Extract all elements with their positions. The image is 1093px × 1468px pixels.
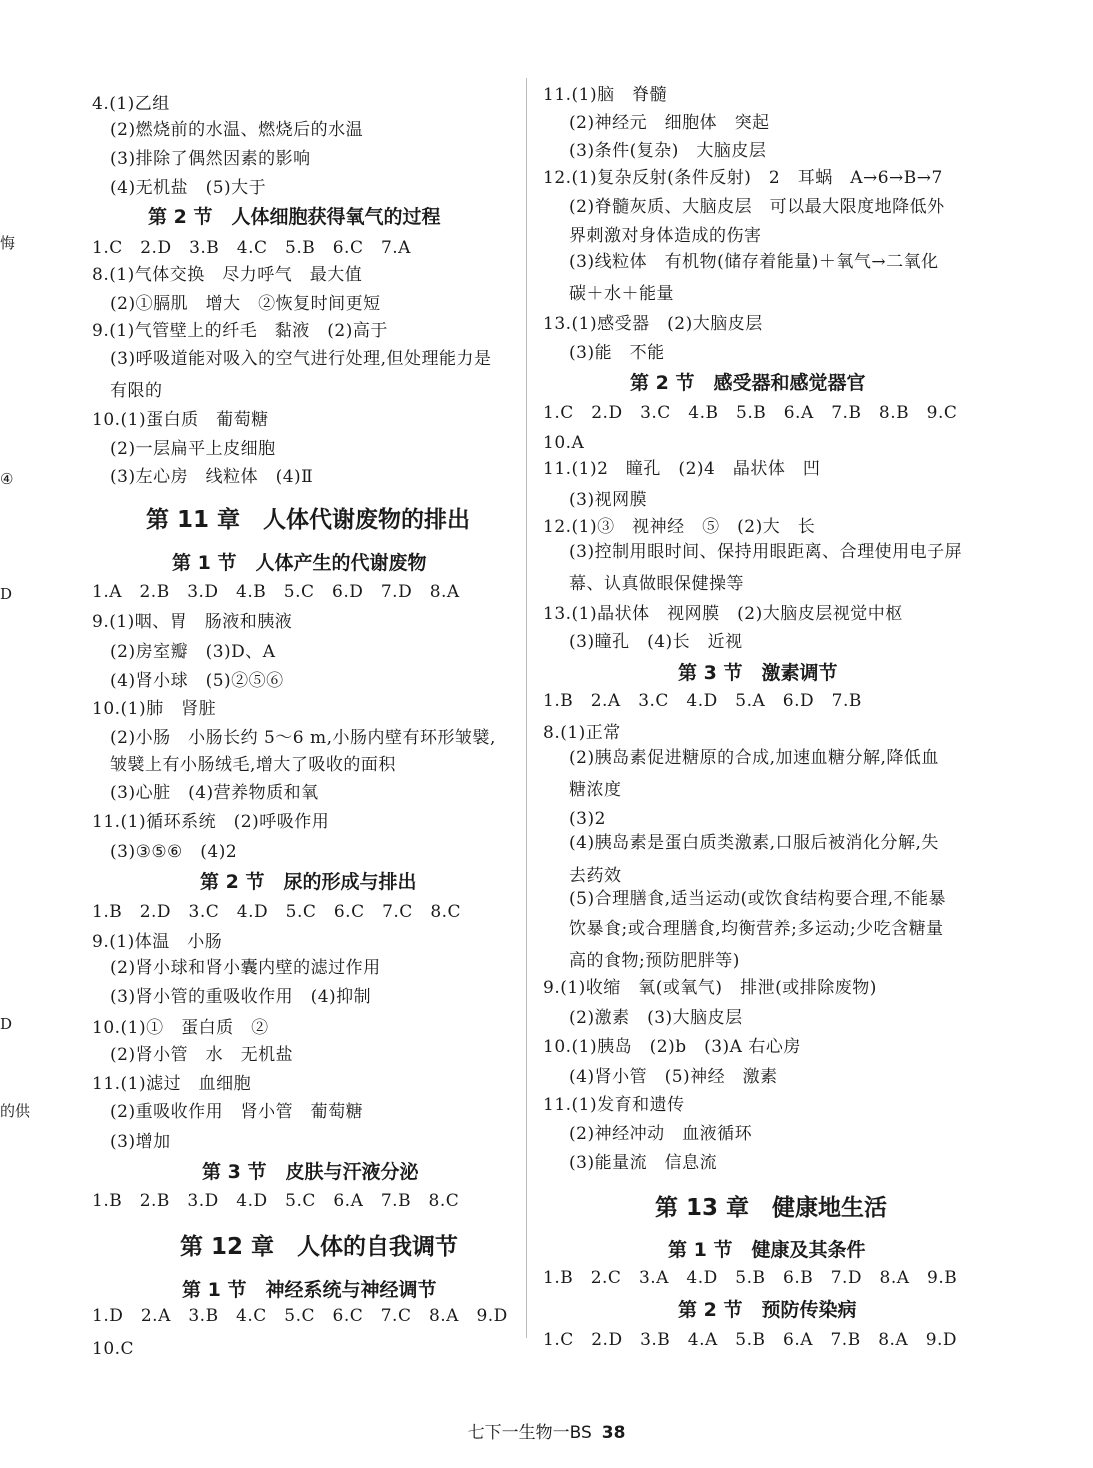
answer-subline: 幕、认真做眼保健操等 (569, 574, 744, 594)
answer-subline: (2)激素 (3)大脑皮层 (569, 1008, 743, 1028)
cropped-text-fragment: 的供 (0, 1102, 31, 1120)
answer-line: 10.C (92, 1339, 135, 1359)
answer-subline: (4)胰岛素是蛋白质类激素,口服后被消化分解,失 (569, 833, 939, 853)
answer-line: 9.(1)气管壁上的纤毛 黏液 (2)高于 (92, 321, 388, 341)
answer-subline: (3)排除了偶然因素的影响 (110, 149, 311, 169)
answer-subline: 碳＋水＋能量 (569, 284, 674, 304)
answer-subline: (3)③⑤⑥ (4)2 (110, 842, 238, 862)
cropped-text-fragment: 悔 (0, 234, 16, 252)
answer-line: 1.C 2.D 3.B 4.C 5.B 6.C 7.A (92, 238, 411, 258)
chapter-heading: 第 12 章 人体的自我调节 (180, 1234, 459, 1260)
answer-subline: (2)神经冲动 血液循环 (569, 1124, 753, 1144)
answer-line: 11.(1)脑 脊髓 (543, 85, 668, 105)
answer-line: 11.(1)循环系统 (2)呼吸作用 (92, 812, 330, 832)
answer-line: 1.B 2.D 3.C 4.D 5.C 6.C 7.C 8.C (92, 902, 462, 922)
answer-subline: 界刺激对身体造成的伤害 (569, 226, 762, 246)
answer-subline: (2)神经元 细胞体 突起 (569, 113, 770, 133)
chapter-heading: 第 13 章 健康地生活 (655, 1195, 888, 1221)
answer-subline: (3)能量流 信息流 (569, 1153, 718, 1173)
answer-subline: (5)合理膳食,适当运动(或饮食结构要合理,不能暴 (569, 889, 947, 909)
section-heading: 第 2 节 尿的形成与排出 (200, 871, 417, 893)
answer-subline: (3)左心房 线粒体 (4)Ⅱ (110, 467, 314, 487)
answer-subline: 去药效 (569, 866, 622, 886)
answer-line: 10.(1)肺 肾脏 (92, 699, 217, 719)
section-heading: 第 2 节 感受器和感觉器官 (630, 372, 866, 394)
cropped-text-fragment: ④ (0, 470, 14, 488)
answer-line: 1.C 2.D 3.C 4.B 5.B 6.A 7.B 8.B 9.C (543, 403, 958, 423)
answer-line: 1.B 2.A 3.C 4.D 5.A 6.D 7.B (543, 691, 862, 711)
answer-subline: (3)心脏 (4)营养物质和氧 (110, 783, 319, 803)
answer-subline: (2)重吸收作用 肾小管 葡萄糖 (110, 1102, 364, 1122)
answer-line: 1.B 2.C 3.A 4.D 5.B 6.B 7.D 8.A 9.B (543, 1268, 958, 1288)
answer-subline: 皱襞上有小肠绒毛,增大了吸收的面积 (110, 755, 396, 775)
answer-subline: (2)①膈肌 增大 ②恢复时间更短 (110, 294, 381, 314)
section-heading: 第 3 节 皮肤与汗液分泌 (202, 1161, 419, 1183)
answer-line: 1.C 2.D 3.B 4.A 5.B 6.A 7.B 8.A 9.D (543, 1330, 958, 1350)
section-heading: 第 2 节 预防传染病 (678, 1299, 857, 1321)
chapter-heading: 第 11 章 人体代谢废物的排出 (146, 507, 471, 533)
answer-subline: (2)房室瓣 (3)D、A (110, 642, 276, 662)
answer-subline: (3)2 (569, 809, 606, 829)
answer-subline: (3)肾小管的重吸收作用 (4)抑制 (110, 987, 372, 1007)
answer-subline: (3)能 不能 (569, 343, 665, 363)
page-number: 38 (601, 1423, 626, 1443)
answer-line: 12.(1)③ 视神经 ⑤ (2)大 长 (543, 517, 816, 537)
section-heading: 第 1 节 健康及其条件 (668, 1239, 866, 1261)
answer-subline: 糖浓度 (569, 780, 622, 800)
answer-subline: (4)无机盐 (5)大于 (110, 178, 267, 198)
answer-subline: 有限的 (110, 381, 163, 401)
section-heading: 第 3 节 激素调节 (678, 662, 838, 684)
answer-line: 9.(1)收缩 氧(或氧气) 排泄(或排除废物) (543, 978, 877, 998)
answer-line: 1.D 2.A 3.B 4.C 5.C 6.C 7.C 8.A 9.D (92, 1306, 508, 1326)
answer-line: 10.(1)胰岛 (2)b (3)A 右心房 (543, 1037, 801, 1057)
section-heading: 第 2 节 人体细胞获得氧气的过程 (148, 206, 441, 228)
answer-subline: (3)视网膜 (569, 490, 648, 510)
answer-subline: (3)条件(复杂) 大脑皮层 (569, 141, 767, 161)
cropped-text-fragment: D (0, 585, 13, 603)
footer-label: 七下一生物一BS (467, 1423, 592, 1443)
answer-line: 11.(1)发育和遗传 (543, 1095, 685, 1115)
answer-line: 11.(1)滤过 血细胞 (92, 1074, 252, 1094)
section-heading: 第 1 节 神经系统与神经调节 (182, 1279, 437, 1301)
answer-subline: 高的食物;预防肥胖等) (569, 951, 740, 971)
answer-line: 10.(1)蛋白质 葡萄糖 (92, 410, 269, 430)
answer-line: 8.(1)气体交换 尽力呼气 最大值 (92, 265, 363, 285)
section-heading: 第 1 节 人体产生的代谢废物 (172, 552, 427, 574)
cropped-text-fragment: D (0, 1015, 13, 1033)
answer-line: 1.B 2.B 3.D 4.D 5.C 6.A 7.B 8.C (92, 1191, 460, 1211)
answer-line: 1.A 2.B 3.D 4.B 5.C 6.D 7.D 8.A (92, 582, 460, 602)
answer-subline: (2)一层扁平上皮细胞 (110, 439, 276, 459)
page-footer (0, 1418, 1093, 1443)
column-divider (526, 78, 527, 1338)
answer-subline: (2)肾小球和肾小囊内壁的滤过作用 (110, 958, 381, 978)
answer-subline: (3)增加 (110, 1132, 171, 1152)
answer-subline: (4)肾小球 (5)②⑤⑥ (110, 671, 284, 691)
answer-subline: 饮暴食;或合理膳食,均衡营养;多运动;少吃含糖量 (569, 919, 944, 939)
answer-subline: (2)燃烧前的水温、燃烧后的水温 (110, 120, 364, 140)
answer-subline: (2)小肠 小肠长约 5～6 m,小肠内壁有环形皱襞, (110, 728, 496, 748)
answer-subline: (3)控制用眼时间、保持用眼距离、合理使用电子屏 (569, 542, 963, 562)
answer-subline: (2)肾小管 水 无机盐 (110, 1045, 294, 1065)
answer-line: 8.(1)正常 (543, 723, 621, 743)
answer-line: 9.(1)体温 小肠 (92, 932, 223, 952)
answer-subline: (3)呼吸道能对吸入的空气进行处理,但处理能力是 (110, 349, 492, 369)
answer-subline: (2)胰岛素促进糖原的合成,加速血糖分解,降低血 (569, 748, 939, 768)
answer-line: 11.(1)2 瞳孔 (2)4 晶状体 凹 (543, 459, 821, 479)
answer-line: 10.(1)① 蛋白质 ② (92, 1018, 269, 1038)
answer-line: 10.A (543, 433, 585, 453)
answer-subline: (4)肾小管 (5)神经 激素 (569, 1067, 778, 1087)
answer-line: 13.(1)感受器 (2)大脑皮层 (543, 314, 763, 334)
answer-line: 12.(1)复杂反射(条件反射) 2 耳蜗 A→6→B→7 (543, 168, 943, 188)
answer-line: 13.(1)晶状体 视网膜 (2)大脑皮层视觉中枢 (543, 604, 903, 624)
answer-subline: (3)线粒体 有机物(储存着能量)＋氧气→二氧化 (569, 252, 939, 272)
answer-subline: (3)瞳孔 (4)长 近视 (569, 632, 743, 652)
answer-line: 4.(1)乙组 (92, 94, 170, 114)
answer-subline: (2)脊髓灰质、大脑皮层 可以最大限度地降低外 (569, 197, 945, 217)
answer-line: 9.(1)咽、胃 肠液和胰液 (92, 612, 293, 632)
